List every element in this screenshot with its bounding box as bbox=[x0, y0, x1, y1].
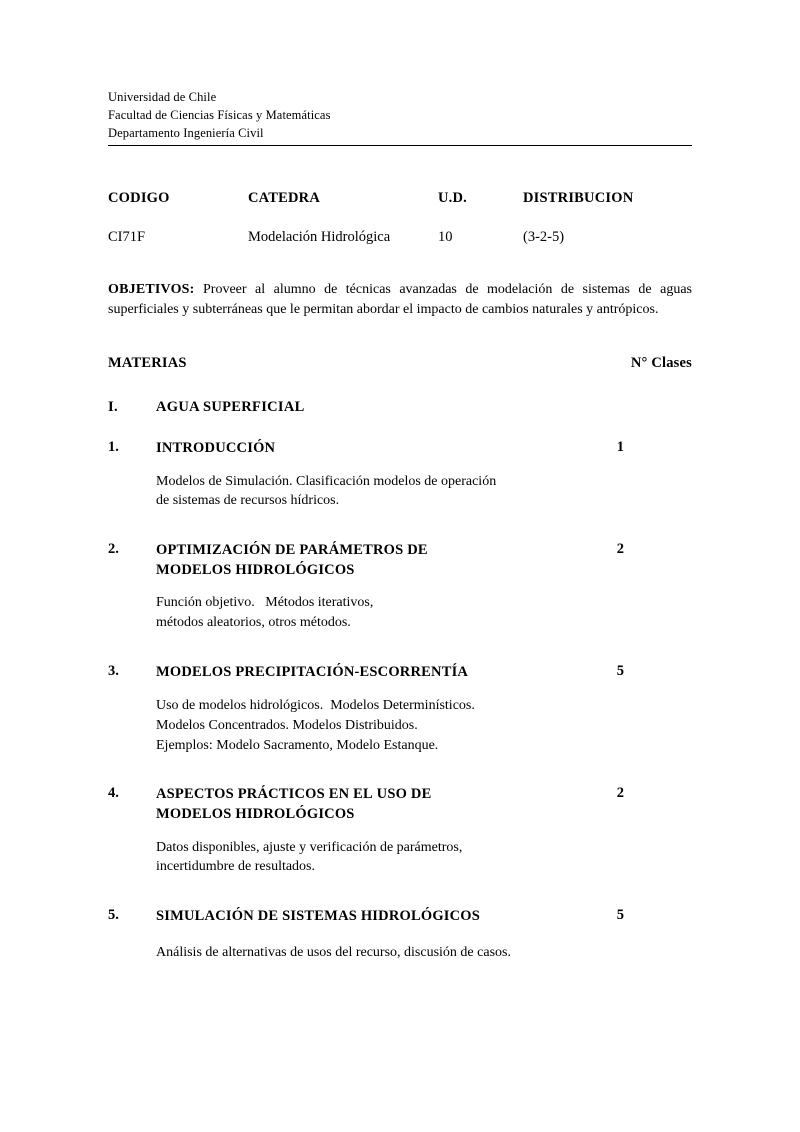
letterhead-faculty: Facultad de Ciencias Físicas y Matemáticas bbox=[108, 108, 331, 123]
cell-distribucion: (3-2-5) bbox=[523, 229, 565, 246]
objectives-label: OBJETIVOS: bbox=[108, 282, 195, 298]
materias-heading: MATERIAS bbox=[108, 355, 187, 371]
letterhead-university: Universidad de Chile bbox=[108, 90, 217, 104]
topic-number: 2. bbox=[108, 541, 119, 558]
objectives-text: Proveer al alumno de técnicas avanzadas de modelación de sistemas de aguas superficiales y subterráneas que le permitan abordar el impacto de cambios naturales y antrópicos. bbox=[108, 282, 692, 317]
topic-description: Modelos de Simulación. Clasificación modelos de operación de sistemas de recursos hídricos. bbox=[156, 473, 497, 509]
objectives-paragraph bbox=[108, 280, 692, 319]
topic-title: SIMULACIÓN DE SISTEMAS HIDROLÓGICOS bbox=[156, 908, 481, 925]
materias-heading-row bbox=[108, 355, 692, 375]
topic-hours: 1 bbox=[616, 439, 624, 455]
table-header-row bbox=[108, 190, 692, 229]
topic-4 bbox=[108, 785, 692, 877]
topic-description: Análisis de alternativas de usos del recurso, discusión de casos. bbox=[156, 944, 511, 960]
topic-title: INTRODUCCIÓN bbox=[156, 440, 276, 456]
cell-catedra: Modelación Hidrológica bbox=[248, 229, 391, 246]
topic-title: MODELOS PRECIPITACIÓN-ESCORRENTÍA bbox=[156, 664, 469, 681]
topic-hours: 5 bbox=[616, 663, 624, 680]
topic-1 bbox=[108, 439, 692, 511]
column-header-ud: U.D. bbox=[438, 190, 467, 207]
cell-ud: 10 bbox=[438, 229, 453, 246]
column-header-distribucion: DISTRIBUCION bbox=[523, 190, 634, 207]
topic-hours: 2 bbox=[616, 785, 624, 802]
topic-number: 5. bbox=[108, 907, 119, 924]
part-title: AGUA SUPERFICIAL bbox=[156, 399, 305, 415]
topic-3 bbox=[108, 663, 692, 755]
topic-title: OPTIMIZACIÓN DE PARÁMETROS DE MODELOS HIDROLÓGICOS bbox=[156, 542, 428, 578]
letterhead bbox=[108, 88, 692, 142]
topic-hours: 2 bbox=[616, 541, 624, 558]
header-divider bbox=[108, 145, 692, 146]
topic-number: 1. bbox=[108, 439, 119, 455]
topic-description: Datos disponibles, ajuste y verificación de parámetros, incertidumbre de resultados. bbox=[156, 839, 463, 875]
document-content bbox=[108, 88, 692, 963]
column-header-catedra: CATEDRA bbox=[248, 190, 321, 207]
topic-hours: 5 bbox=[616, 907, 624, 924]
column-header-codigo: CODIGO bbox=[108, 190, 170, 207]
topic-description: Uso de modelos hidrológicos. Modelos Determinísticos. Modelos Concentrados. Modelos Distribuidos. Ejemplos: Modelo Sacramento, Modelo Estanque. bbox=[156, 697, 475, 753]
cell-codigo: CI71F bbox=[108, 229, 146, 246]
part-i bbox=[108, 399, 692, 416]
topic-number: 4. bbox=[108, 785, 119, 802]
topic-number: 3. bbox=[108, 663, 119, 680]
topic-2 bbox=[108, 541, 692, 633]
topic-description: Función objetivo. Métodos iterativos, métodos aleatorios, otros métodos. bbox=[156, 595, 374, 631]
part-number: I. bbox=[108, 399, 118, 415]
materias-hours-heading: N° Clases bbox=[630, 355, 692, 371]
table-row bbox=[108, 229, 692, 246]
letterhead-department: Departamento Ingeniería Civil bbox=[108, 126, 264, 141]
course-summary-table bbox=[108, 190, 692, 246]
topic-title: ASPECTOS PRÁCTICOS EN EL USO DE MODELOS HIDROLÓGICOS bbox=[156, 786, 432, 822]
topic-5 bbox=[108, 907, 692, 962]
